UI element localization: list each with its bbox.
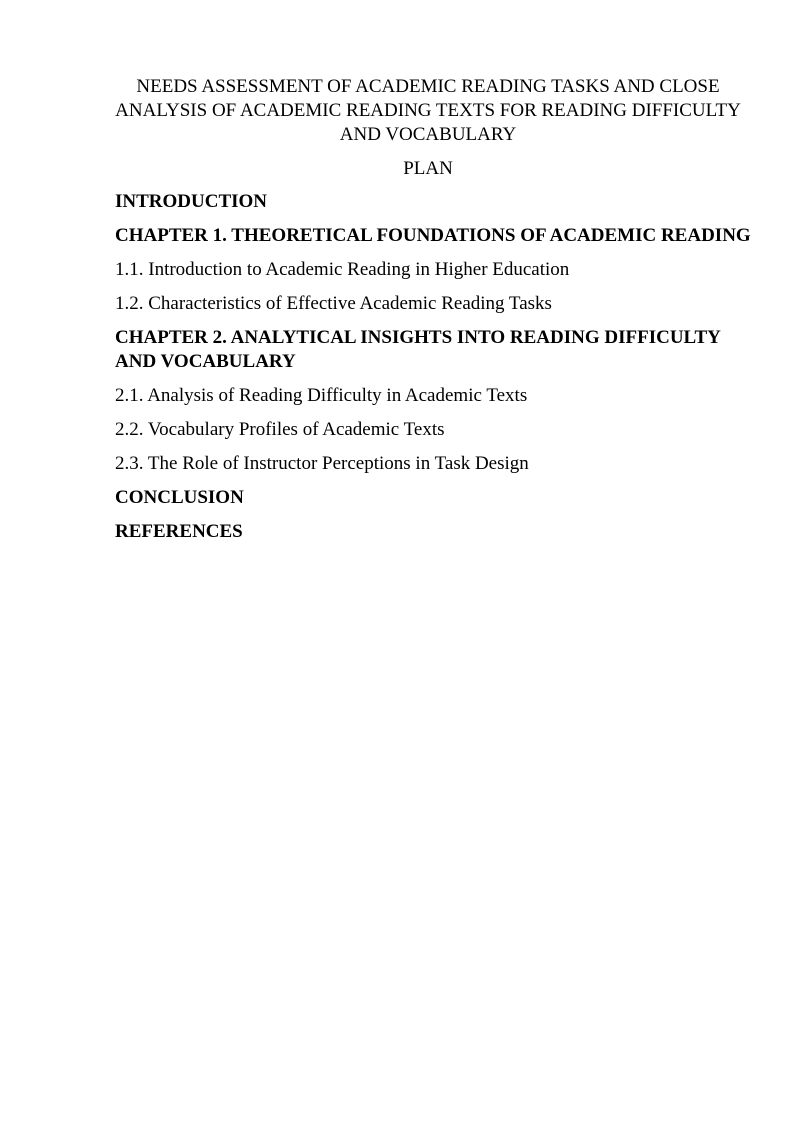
table-of-contents [115, 190, 755, 554]
toc-chapter-2: CHAPTER 2. ANALYTICAL INSIGHTS INTO READING DIFFICULTY AND VOCABULARY [115, 327, 721, 372]
toc-references: REFERENCES [115, 521, 243, 542]
title-line: ANALYSIS OF ACADEMIC READING TEXTS FOR READING DIFFICULTY [115, 100, 741, 121]
toc-section-2-1: 2.1. Analysis of Reading Difficulty in Academic Texts [115, 385, 528, 406]
toc-chapter-1: CHAPTER 1. THEORETICAL FOUNDATIONS OF ACADEMIC READING [115, 225, 751, 246]
toc-section-2-2: 2.2. Vocabulary Profiles of Academic Texts [115, 419, 445, 440]
toc-section-2-3: 2.3. The Role of Instructor Perceptions in Task Design [115, 453, 529, 474]
title-line: AND VOCABULARY [339, 124, 517, 145]
title-line: NEEDS ASSESSMENT OF ACADEMIC READING TASKS AND CLOSE [136, 76, 720, 97]
toc-introduction: INTRODUCTION [115, 191, 268, 212]
plan-heading: PLAN [403, 158, 453, 179]
toc-section-1-1: 1.1. Introduction to Academic Reading in Higher Education [115, 259, 570, 280]
document-title [110, 75, 746, 147]
toc-conclusion: CONCLUSION [115, 487, 244, 508]
toc-section-1-2: 1.2. Characteristics of Effective Academic Reading Tasks [115, 293, 552, 314]
